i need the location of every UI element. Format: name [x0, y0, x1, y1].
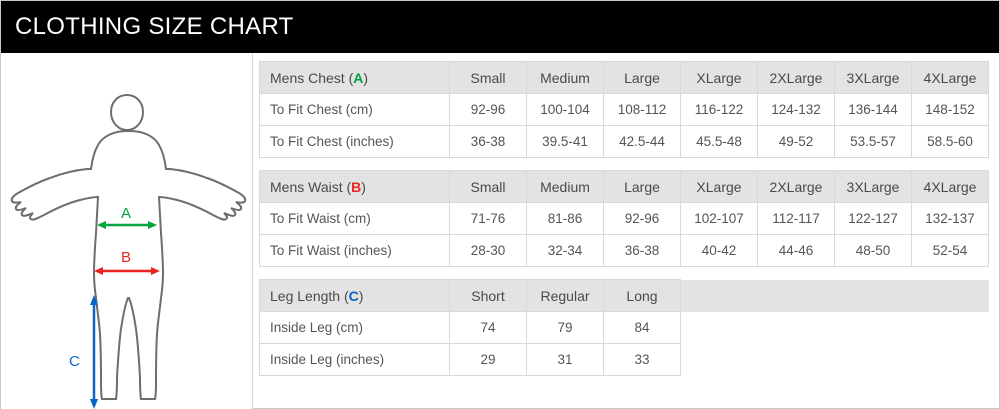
- table-title-paren: ): [363, 69, 369, 86]
- cell-value: 40-42: [681, 235, 758, 267]
- row-label: To Fit Chest (cm): [260, 94, 450, 126]
- row-label: To Fit Chest (inches): [260, 126, 450, 158]
- cell-value: 29: [450, 344, 527, 376]
- table-title-cell: [260, 62, 450, 94]
- table-title-letter: C: [348, 287, 359, 304]
- cell-value: 48-50: [835, 235, 912, 267]
- row-label: To Fit Waist (cm): [260, 203, 450, 235]
- cell-value: 53.5-57: [835, 126, 912, 158]
- cell-value: 28-30: [450, 235, 527, 267]
- table-row: [260, 344, 989, 376]
- table-title-text: Mens Chest (: [270, 69, 354, 86]
- size-header-4xlarge: 4XLarge: [912, 171, 989, 203]
- table-title-paren: ): [361, 178, 366, 195]
- chest-measure-label: A: [121, 205, 132, 222]
- spacer-cell: [758, 312, 835, 344]
- size-header-small: Small: [450, 171, 527, 203]
- spacer-cell: [758, 280, 835, 312]
- table-title-text: Mens Waist (: [270, 178, 352, 195]
- cell-value: 124-132: [758, 94, 835, 126]
- size-header-long: Long: [604, 280, 681, 312]
- mens-waist-table: [259, 170, 989, 267]
- cell-value: 100-104: [527, 94, 604, 126]
- size-header-xlarge: XLarge: [681, 62, 758, 94]
- spacer-cell: [681, 280, 758, 312]
- page-header: [1, 1, 999, 53]
- cell-value: 32-34: [527, 235, 604, 267]
- spacer-cell: [835, 344, 912, 376]
- size-header-short: Short: [450, 280, 527, 312]
- spacer-cell: [835, 312, 912, 344]
- leg-length-table: [259, 279, 989, 376]
- table-title-paren: ): [358, 287, 364, 304]
- tables-pane: [253, 53, 999, 409]
- table-title-cell: [260, 171, 450, 203]
- cell-value: 136-144: [835, 94, 912, 126]
- table-title-text: Leg Length (: [270, 287, 349, 304]
- leg-measure-label: C: [69, 353, 80, 370]
- cell-value: 36-38: [604, 235, 681, 267]
- cell-value: 58.5-60: [912, 126, 989, 158]
- waist-measure-label: B: [121, 249, 132, 266]
- cell-value: 49-52: [758, 126, 835, 158]
- row-label: Inside Leg (inches): [260, 344, 450, 376]
- body-silhouette-figure: [1, 53, 253, 409]
- cell-value: 84: [604, 312, 681, 344]
- size-header-3xlarge: 3XLarge: [835, 62, 912, 94]
- page-title: CLOTHING SIZE CHART: [15, 13, 294, 40]
- cell-value: 81-86: [527, 203, 604, 235]
- size-header-large: Large: [604, 62, 681, 94]
- spacer-cell: [912, 312, 989, 344]
- size-header-4xlarge: 4XLarge: [912, 62, 989, 94]
- cell-value: 92-96: [450, 94, 527, 126]
- spacer-cell: [912, 280, 989, 312]
- body-figure-pane: [1, 53, 253, 409]
- cell-value: 108-112: [604, 94, 681, 126]
- size-header-medium: Medium: [527, 171, 604, 203]
- row-label: To Fit Waist (inches): [260, 235, 450, 267]
- cell-value: 116-122: [681, 94, 758, 126]
- spacer-cell: [835, 280, 912, 312]
- row-label: Inside Leg (cm): [260, 312, 450, 344]
- spacer-cell: [912, 344, 989, 376]
- size-header-2xlarge: 2XLarge: [758, 62, 835, 94]
- cell-value: 112-117: [758, 203, 835, 235]
- size-header-xlarge: XLarge: [681, 171, 758, 203]
- cell-value: 132-137: [912, 203, 989, 235]
- table-header-row: [260, 62, 989, 94]
- cell-value: 79: [527, 312, 604, 344]
- cell-value: 42.5-44: [604, 126, 681, 158]
- table-title-letter: A: [353, 69, 364, 86]
- spacer-cell: [758, 344, 835, 376]
- size-header-large: Large: [604, 171, 681, 203]
- size-header-small: Small: [450, 62, 527, 94]
- table-title-cell: [260, 280, 450, 312]
- cell-value: 31: [527, 344, 604, 376]
- mens-chest-table: [259, 61, 989, 158]
- cell-value: 44-46: [758, 235, 835, 267]
- cell-value: 148-152: [912, 94, 989, 126]
- cell-value: 122-127: [835, 203, 912, 235]
- chart-body: [1, 53, 999, 409]
- cell-value: 71-76: [450, 203, 527, 235]
- spacer-cell: [681, 344, 758, 376]
- cell-value: 33: [604, 344, 681, 376]
- figure-head: [111, 95, 143, 130]
- size-header-medium: Medium: [527, 62, 604, 94]
- table-header-row: [260, 171, 989, 203]
- table-title-letter: B: [351, 178, 362, 195]
- table-row: [260, 94, 989, 126]
- cell-value: 45.5-48: [681, 126, 758, 158]
- cell-value: 39.5-41: [527, 126, 604, 158]
- cell-value: 52-54: [912, 235, 989, 267]
- table-row: [260, 312, 989, 344]
- size-header-regular: Regular: [527, 280, 604, 312]
- cell-value: 102-107: [681, 203, 758, 235]
- table-row: [260, 126, 989, 158]
- size-header-3xlarge: 3XLarge: [835, 171, 912, 203]
- spacer-cell: [681, 312, 758, 344]
- cell-value: 36-38: [450, 126, 527, 158]
- table-header-row: [260, 280, 989, 312]
- table-row: [260, 235, 989, 267]
- size-header-2xlarge: 2XLarge: [758, 171, 835, 203]
- table-row: [260, 203, 989, 235]
- cell-value: 74: [450, 312, 527, 344]
- cell-value: 92-96: [604, 203, 681, 235]
